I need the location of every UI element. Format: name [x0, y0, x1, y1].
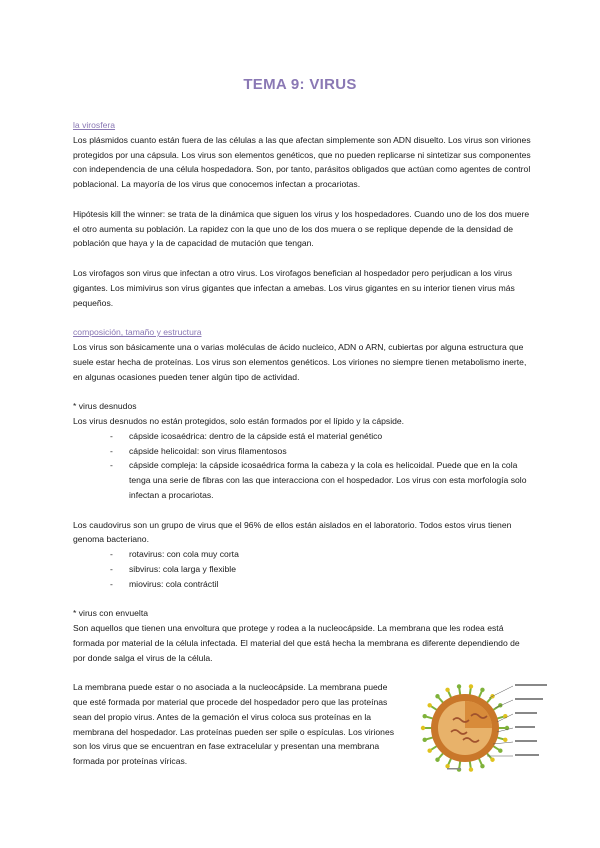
paragraph: La membrana puede estar o no asociada a la nucleocápside. La membrana puede que esté formada por material que procede del hospedador pero que las proteínas sean del propio virus. Antes de la gemación el virus coloca sus proteínas en la membrana del hospedador. Las proteínas pueden ser spile o espículas. Los viriones son los virus que se encuentran en fase extracelular y presentan una membrana formada por proteínas víricas. — [73, 682, 395, 767]
spike-tip-icon — [421, 726, 425, 730]
paragraph: Son aquellos que tienen una envoltura que protege y rodea a la nucleocápside. La membrana que les rodea está formada por material de la célula infectada. El material del que está hecha la membrana es diferente dependiendo de por donde salga el virus de la célula. — [73, 623, 520, 663]
document-body — [73, 118, 531, 769]
spike-tip-icon — [480, 688, 484, 692]
list-item: - cápside helicoidal: son virus filamentosos — [110, 444, 531, 459]
list-item: - cápside compleja: la cápside icosaédrica forma la cabeza y la cola es helicoidal. Puede que en la cola tenga una serie de fibras con las que interacciona con el hospedador. Los virus con esta morfología solo infectan a procariotas. — [110, 458, 531, 502]
paragraph: Hipótesis kill the winner: se trata de la dinámica que siguen los virus y los hospedadores. Cuando uno de los dos muere el otro aumenta su población. La rapidez con la que uno de los dos muera o se replique depende de la densidad de población que haya y la de capacidad de mutación que tengan. — [73, 208, 530, 249]
spike-tip-icon — [427, 703, 431, 707]
paragraph: Los virofagos son virus que infectan a otro virus. Los virofagos benefician al hospedador pero perjudican a los virus gigantes. Los mimivirus son virus gigantes que infectan a amebas. Los virus gigantes en su interior tienen virus más pequeños. — [73, 267, 515, 308]
spike-tip-icon — [445, 764, 449, 768]
spike-tip-icon — [423, 738, 427, 742]
paragraph: Los caudovirus son un grupo de virus que el 96% de ellos están aislados en el laboratorio. Todos estos virus tienen genoma bacteriano. — [73, 519, 512, 545]
page-title: TEMA 9: VIRUS — [243, 76, 357, 93]
naked-virus-list — [73, 429, 531, 503]
spike-tip-icon — [498, 749, 502, 753]
spike-tip-icon — [503, 738, 507, 742]
virus-diagram-icon — [417, 676, 557, 776]
list-item: - miovirus: cola contráctil — [110, 577, 531, 592]
spike-tip-icon — [457, 685, 461, 689]
spike-tip-icon — [427, 749, 431, 753]
spike-tip-icon — [498, 703, 502, 707]
spike-tip-icon — [435, 758, 439, 762]
spike-tip-icon — [480, 764, 484, 768]
paragraph: Los virus desnudos no están protegidos, solo están formados por el lípido y la cápside. — [73, 415, 405, 426]
spike-tip-icon — [435, 694, 439, 698]
list-item: - sibvirus: cola larga y flexible — [110, 562, 531, 577]
paragraph: Los virus son básicamente una o varias moléculas de ácido nucleico, ADN o ARN, cubiertas por alguna estructura que suele estar hecha de proteínas. Los virus son elementos genéticos. Los viriones no siempre tienen metabolismo inerte, en algunas ocasiones pueden tener algún tipo de actividad. — [73, 341, 527, 382]
subheading-enveloped-virus: * virus con envuelta — [73, 608, 148, 619]
spike-tip-icon — [469, 768, 473, 772]
section-heading-virosfera: la virosfera — [73, 120, 116, 130]
spike-tip-icon — [490, 758, 494, 762]
spike-tip-icon — [445, 688, 449, 692]
spike-tip-icon — [469, 685, 473, 689]
list-item: - cápside icosaédrica: dentro de la cápside está el material genético — [110, 429, 531, 444]
paragraph: Los plásmidos cuanto están fuera de las células a las que afectan simplemente son ADN disuelto. Los virus son viriones protegidos por una cápsula. Los virus son elementos genéticos, que no pueden replicarse ni sintetizar sus componentes con independencia de una célula hospedadora. Son, por tanto, parásitos obligados que actúan como agentes de control poblacional. La mayoría de los virus que conocemos infectan a procariotas. — [73, 134, 531, 190]
list-item: - rotavirus: con cola muy corta — [110, 547, 531, 562]
spike-tip-icon — [423, 714, 427, 718]
section-heading-composicion: composición, tamaño y estructura — [73, 327, 202, 338]
subheading-naked-virus: * virus desnudos — [73, 401, 137, 412]
caudovirus-list — [73, 547, 531, 591]
figure-block — [73, 680, 531, 769]
